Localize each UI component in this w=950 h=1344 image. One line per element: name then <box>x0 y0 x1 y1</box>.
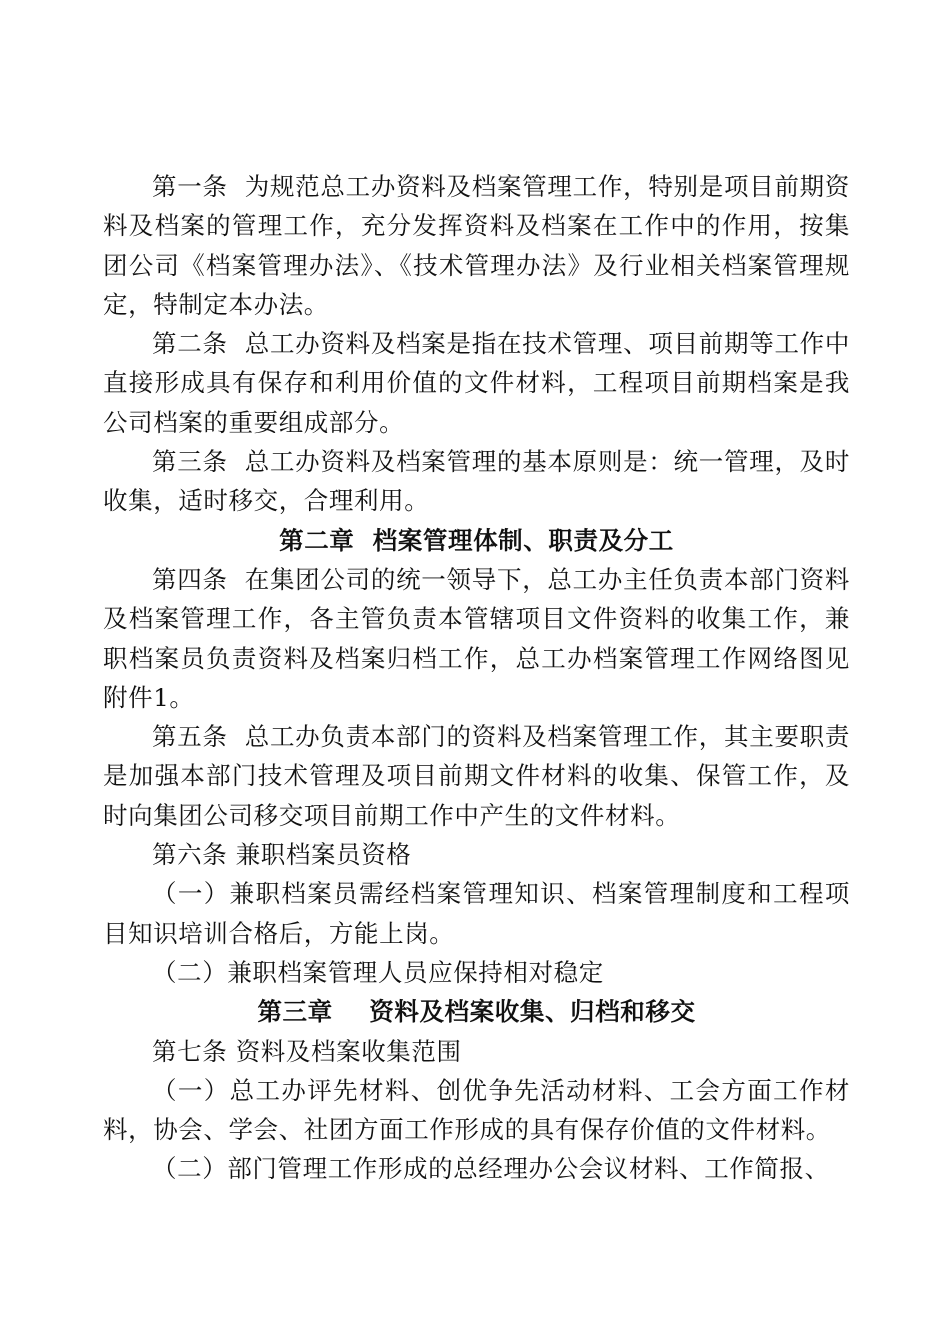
chapter-3-heading: 第三章 资料及档案收集、归档和移交 <box>257 997 696 1027</box>
article-text: 总工办资料及档案管理的基本原则是：统一管理，及时收集，适时移交，合理利用。 <box>103 447 850 516</box>
article-text: 为规范总工办资料及档案管理工作，特别是项目前期资料及档案的管理工作，充分发挥资料及档案在工作中的作用，按集团公司《档案管理办法》、《技术管理办法》及行业相关档案管理规定，特制定本办法。 <box>103 172 850 319</box>
article-label: 第二条 <box>152 329 228 359</box>
article-label: 第三条 <box>152 447 228 477</box>
item-text: 兼职档案员需经档案管理知识、档案管理制度和工程项目知识培训合格后，方能上岗。 <box>103 879 850 948</box>
item-text: 总工办评先材料、创优争先活动材料、工会方面工作材料，协会、学会、社团方面工作形成的具有保存价值的文件材料。 <box>103 1075 850 1145</box>
article-label: 第七条 <box>152 1036 228 1066</box>
item-text: 兼职档案管理人员应保持相对稳定 <box>227 957 604 987</box>
article-1 <box>103 167 850 324</box>
article-4 <box>103 560 850 717</box>
article-label: 第一条 <box>152 172 228 201</box>
article-5 <box>103 717 850 835</box>
article-text: 在集团公司的统一领导下，总工办主任负责本部门资料及档案管理工作，各主管负责本管辖项目文件资料的收集工作，兼职档案员负责资料及档案归档工作，总工办档案管理工作网络图见附件1。 <box>103 564 850 712</box>
document-page <box>103 167 850 1189</box>
article-7 <box>103 1032 850 1071</box>
chapter-2-heading: 第二章 档案管理体制、职责及分工 <box>279 525 674 555</box>
article-7-item-2 <box>103 1149 850 1188</box>
article-text: 总工办资料及档案是指在技术管理、项目前期等工作中直接形成具有保存和利用价值的文件材料，工程项目前期档案是我公司档案的重要组成部分。 <box>103 329 850 437</box>
article-text: 兼职档案员资格 <box>235 840 412 870</box>
article-2 <box>103 324 850 442</box>
item-text: 部门管理工作形成的总经理办公会议材料、工作简报、 <box>227 1154 830 1184</box>
item-label: （一） <box>152 1075 230 1105</box>
article-text: 资料及档案收集范围 <box>235 1036 462 1066</box>
article-label: 第五条 <box>152 722 228 752</box>
article-7-item-1 <box>103 1071 850 1150</box>
item-label: （一） <box>152 879 230 909</box>
article-label: 第六条 <box>152 840 228 870</box>
item-label: （二） <box>152 957 228 987</box>
article-label: 第四条 <box>152 564 228 594</box>
article-text: 总工办负责本部门的资料及档案管理工作，其主要职责是加强本部门技术管理及项目前期文件材料的收集、保管工作，及时向集团公司移交项目前期工作中产生的文件材料。 <box>103 722 850 830</box>
article-3 <box>103 442 850 521</box>
article-6-item-2 <box>103 953 850 992</box>
article-6-item-1 <box>103 874 850 953</box>
item-label: （二） <box>152 1154 228 1184</box>
article-6 <box>103 835 850 874</box>
